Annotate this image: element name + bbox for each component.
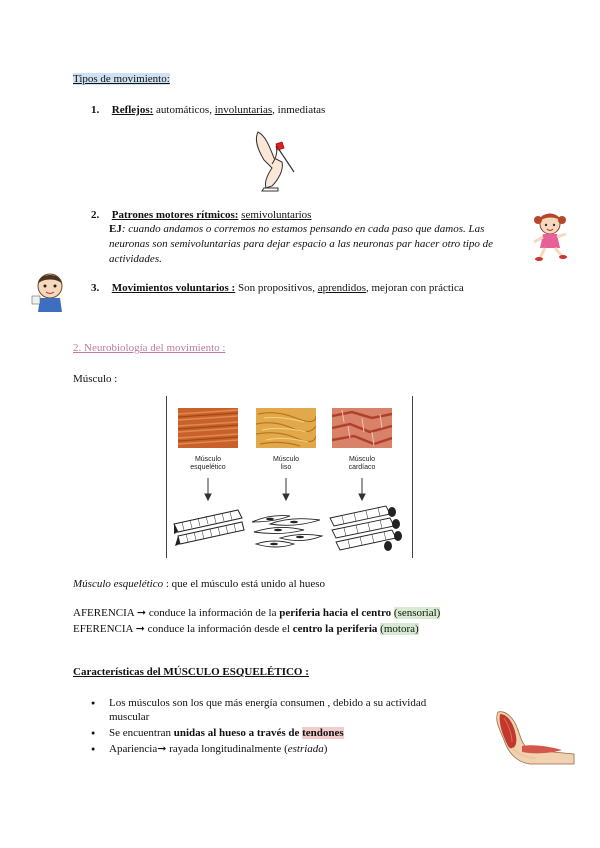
knee-reflex-illustration xyxy=(248,130,308,192)
example-line-2: neuronas son semivoluntarias para dejar espacio a las neuronas par hacer otro tipo de xyxy=(109,238,494,250)
skeletal-fiber-drawing xyxy=(172,504,246,554)
cardiac-cells-drawing xyxy=(326,502,406,556)
muscle-types-figure xyxy=(166,396,414,563)
section-heading xyxy=(73,73,170,85)
list-item-reflejos: 1. Reflejos: automáticos, involuntarias, inmediatas xyxy=(91,104,326,116)
smooth-cells-drawing xyxy=(250,504,324,554)
musculo-label: Músculo : xyxy=(73,373,118,385)
smooth-muscle-photo xyxy=(256,408,316,448)
label-skeletal: Músculo esquelético xyxy=(190,456,226,471)
list-item: ● Se encuentran unidas al hueso a través de tendones xyxy=(91,726,491,740)
list-item: ● Apariencia➞ rayada longitudinalmente (estriada) xyxy=(91,742,491,756)
skeletal-muscle-photo xyxy=(178,408,238,448)
caracteristicas-list xyxy=(91,696,491,758)
label-cardiac: Músculo cardíaco xyxy=(348,456,376,471)
heading-text: Tipos de movimiento: xyxy=(73,73,170,85)
example-line-3: actividades. xyxy=(109,253,162,265)
list-item: ● Los músculos son los que más energía consumen , debido a su actividad muscular xyxy=(91,696,491,724)
section-2-heading: 2. Neurobiología del movimiento : xyxy=(73,342,226,354)
figure-arrows xyxy=(166,476,414,502)
arm-muscle-illustration xyxy=(492,708,576,768)
girl-running-icon xyxy=(530,210,570,262)
aferencia-line: AFERENCIA ➞ conduce la información de la periferia hacia el centro (sensorial) xyxy=(73,607,441,619)
eferencia-line: EFERENCIA ➞ conduce la información desde el centro la periferia (motora) xyxy=(73,623,419,635)
list-item-voluntarios: 3. Movimientos voluntarios : Son propositivos, aprendidos, mejoran con práctica xyxy=(91,282,464,294)
example-line-1: EJ: cuando andamos o corremos no estamos pensando en cada paso que damos. Las xyxy=(109,223,485,235)
skeletal-muscle-definition: Músculo esquelético : que el músculo está unido al hueso xyxy=(73,578,326,590)
boy-icon xyxy=(30,270,70,314)
cardiac-muscle-photo xyxy=(332,408,392,448)
list-item-patrones: 2. Patrones motores rítmicos: semivoluntarios xyxy=(91,209,312,221)
label-smooth: Músculo liso xyxy=(272,456,300,471)
caracteristicas-heading: Características del MÚSCULO ESQUELÉTICO : xyxy=(73,666,309,678)
